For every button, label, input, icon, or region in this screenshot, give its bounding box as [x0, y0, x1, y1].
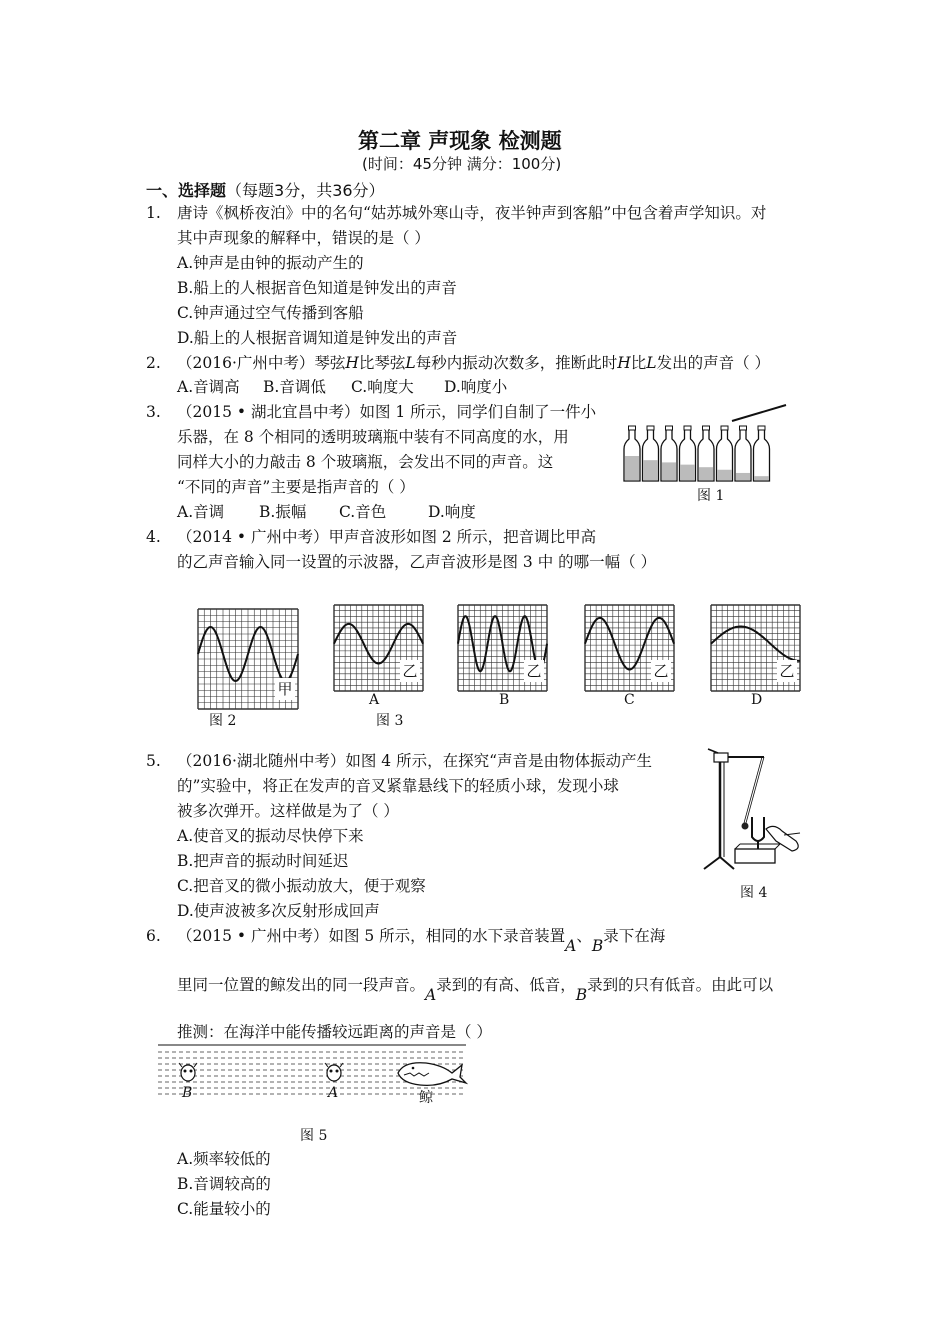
q6-var-a2: A [425, 986, 437, 1004]
q6-line2-mid: 录到的有高、低音， [436, 976, 576, 994]
q2-var-h2: H [617, 354, 631, 372]
section-note: （每题3分，共36分） [226, 181, 385, 200]
q2-option-c: C.响度大 [351, 378, 414, 396]
q1-stem-line2: 其中声现象的解释中，错误的是（ ） [177, 229, 430, 247]
q6-stem-line3: 推测：在海洋中能传播较远距离的声音是（ ） [177, 1023, 492, 1041]
q2-stem-post: 发出的声音（ ） [656, 354, 771, 372]
q3-option-c: C.音色 [339, 503, 387, 521]
panel-letter: B [499, 692, 510, 708]
q6-line1-pre: （2015 • 广州中考）如图 5 所示，相同的水下录音装置 [177, 927, 566, 945]
q2-var-l1: L [405, 354, 416, 372]
q5-stem-line3: 被多次弹开。这样做是为了（ ） [177, 802, 399, 820]
q5-option-b: B.把声音的振动时间延迟 [177, 852, 349, 870]
q2-number: 2. [146, 354, 161, 372]
q5-stem-line1: （2016·湖北随州中考）如图 4 所示，在探究“声音是由物体振动产生 [177, 752, 653, 770]
recorder-b-icon [179, 1063, 197, 1081]
panel-letter: D [751, 692, 763, 708]
q3-stem-line1: （2015 • 湖北宜昌中考）如图 1 所示，同学们自制了一件小 [177, 403, 597, 421]
q6-line1-sep: 、 [576, 927, 592, 945]
q3-stem-line3: 同样大小的力敲击 8 个玻璃瓶，会发出不同的声音。这 [177, 453, 554, 471]
q4-stem-line1: （2014 • 广州中考）甲声音波形如图 2 所示，把音调比甲高 [177, 528, 597, 546]
q3-stem-line2: 乐器，在 8 个相同的透明玻璃瓶中装有不同高度的水，用 [177, 428, 569, 446]
waveform-label: 甲 [275, 678, 295, 700]
section-heading [146, 178, 385, 201]
figure-1-bottles [620, 403, 790, 485]
waveform-label: 乙 [651, 660, 671, 682]
q2-var-h1: H [345, 354, 359, 372]
q1-stem-line1: 唐诗《枫桥夜泊》中的名句“姑苏城外寒山寺，夜半钟声到客船”中包含着声学知识。对 [177, 204, 767, 222]
figure-5-caption: 图 5 [300, 1128, 328, 1144]
q6-var-b1: B [591, 937, 604, 955]
figure-5-label-whale: 鲸 [419, 1090, 433, 1106]
q2-option-b: B.音调低 [263, 378, 326, 396]
q6-line2-post: 录到的只有低音。由此可以 [587, 976, 774, 994]
q6-line2-pre: 里同一位置的鲸发出的同一段声音。 [177, 976, 426, 994]
q2-stem [177, 353, 770, 373]
q1-option-c: C.钟声通过空气传播到客船 [177, 304, 364, 322]
waveform-label: 乙 [524, 660, 544, 682]
q6-option-c: C.能量较小的 [177, 1200, 271, 1218]
figure-5-label-b: B [182, 1085, 193, 1101]
q3-option-d: D.响度 [428, 503, 476, 521]
q2-stem-mid2: 每秒内振动次数多，推断此时 [415, 354, 618, 372]
q6-number: 6. [146, 927, 161, 945]
q5-option-a: A.使音叉的振动尽快停下来 [177, 827, 364, 845]
waveform-label: 乙 [777, 660, 797, 682]
mallet-stick [732, 405, 786, 421]
q1-option-b: B.船上的人根据音色知道是钟发出的声音 [177, 279, 457, 297]
figure-5-label-a: A [328, 1085, 339, 1101]
q2-option-d: D.响度小 [444, 378, 508, 396]
section-title: 一、选择题 [146, 181, 227, 200]
q2-var-l2: L [646, 354, 657, 372]
q6-stem-line1 [177, 926, 666, 955]
q2-option-a: A.音调高 [177, 378, 240, 396]
figure-1-caption: 图 1 [697, 488, 725, 504]
q2-stem-mid1: 比琴弦 [358, 354, 406, 372]
page-subtitle: (时间：45分钟 满分：100分) [362, 155, 562, 173]
q6-option-b: B.音调较高的 [177, 1175, 271, 1193]
q6-stem-line2 [177, 975, 774, 1004]
q1-option-a: A.钟声是由钟的振动产生的 [177, 254, 364, 272]
panel-letter: A [369, 692, 380, 708]
bottle-icon [754, 429, 770, 481]
figure-3-caption: 图 3 [376, 713, 404, 729]
q2-stem-pre: （2016·广州中考）琴弦 [177, 354, 346, 372]
q6-option-a: A.频率较低的 [177, 1150, 271, 1168]
q6-var-a1: A [565, 937, 577, 955]
q3-option-b: B.振幅 [259, 503, 307, 521]
q6-line1-post: 录下在海 [603, 927, 666, 945]
panel-letter: C [624, 692, 635, 708]
waveform-label: 乙 [400, 660, 420, 682]
q5-stem-line2: 的”实验中，将正在发声的音叉紧靠悬线下的轻质小球，发现小球 [177, 777, 619, 795]
q2-stem-mid3: 比 [630, 354, 647, 372]
q3-stem-line4: “不同的声音”主要是指声音的（ ） [177, 478, 415, 496]
figure-2-caption: 图 2 [209, 713, 237, 729]
q3-number: 3. [146, 403, 161, 421]
q1-option-d: D.船上的人根据音调知道是钟发出的声音 [177, 329, 458, 347]
q5-option-c: C.把音叉的微小振动放大，便于观察 [177, 877, 426, 895]
recorder-a-icon [325, 1063, 343, 1081]
figure-4-tuning-fork [700, 745, 805, 880]
q4-stem-line2: 的乙声音输入同一设置的示波器，乙声音波形是图 3 中 的哪一幅（ ） [177, 553, 657, 571]
q3-option-a: A.音调 [177, 503, 225, 521]
figure-4-caption: 图 4 [740, 885, 768, 901]
q5-number: 5. [146, 752, 161, 770]
q4-number: 4. [146, 528, 161, 546]
q1-number: 1. [146, 204, 161, 222]
q5-option-d: D.使声波被多次反射形成回声 [177, 902, 380, 920]
page-title: 第二章 声现象 检测题 [358, 129, 562, 153]
q6-var-b2: B [575, 986, 588, 1004]
